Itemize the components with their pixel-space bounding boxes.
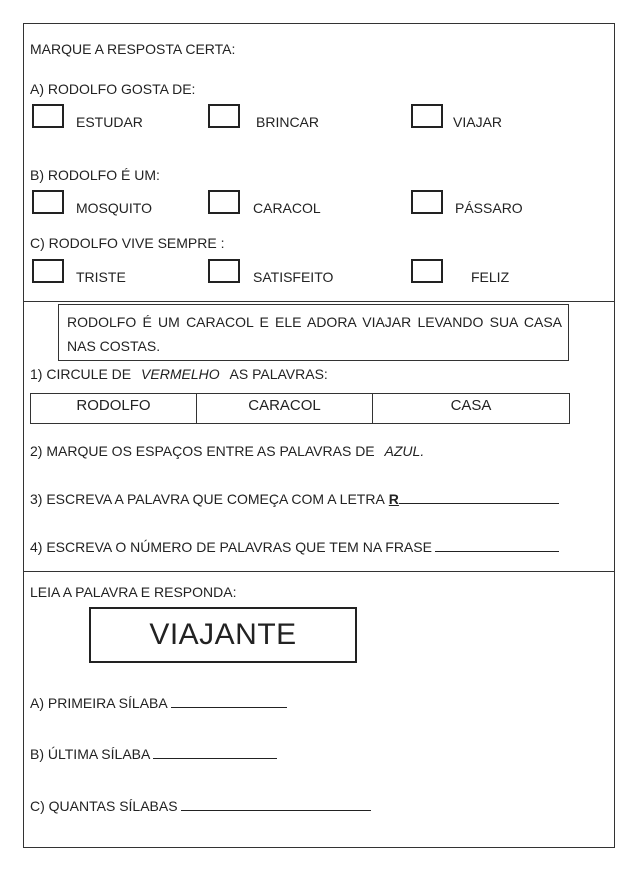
checkbox-estudar[interactable]: [32, 104, 64, 128]
word-cell-caracol[interactable]: CARACOL: [197, 394, 373, 423]
option-brincar: BRINCAR: [256, 114, 320, 130]
answer-line-syllable-count[interactable]: [181, 797, 371, 811]
word-cell-rodolfo[interactable]: RODOLFO: [31, 394, 197, 423]
question-a-prompt: A) RODOLFO GOSTA DE:: [30, 81, 196, 97]
option-satisfeito: SATISFEITO: [253, 269, 334, 285]
checkbox-satisfeito[interactable]: [208, 259, 240, 283]
option-caracol: CARACOL: [253, 200, 321, 216]
checkbox-brincar[interactable]: [208, 104, 240, 128]
question-syllable-count: [30, 797, 371, 814]
word-table: [30, 393, 570, 424]
instruction-2: [30, 443, 424, 459]
question-last-syllable-label: B) ÚLTIMA SÍLABA: [30, 746, 151, 762]
question-first-syllable: [30, 694, 287, 711]
question-b-prompt: B) RODOLFO É UM:: [30, 167, 160, 183]
instruction-2-start: 2) MARQUE OS ESPAÇOS ENTRE AS PALAVRAS DE: [30, 443, 375, 459]
word-box: [89, 607, 357, 663]
section3-heading: LEIA A PALAVRA E RESPONDA:: [30, 584, 237, 600]
option-passaro: PÁSSARO: [455, 200, 523, 216]
word-cell-casa[interactable]: CASA: [450, 397, 492, 414]
checkbox-viajar[interactable]: [411, 104, 443, 128]
instruction-4: [30, 538, 559, 555]
option-feliz: FELIZ: [471, 269, 510, 285]
option-estudar: ESTUDAR: [76, 114, 143, 130]
checkbox-mosquito[interactable]: [32, 190, 64, 214]
section1-heading: MARQUE A RESPOSTA CERTA:: [30, 41, 236, 57]
instruction-1: [30, 366, 328, 382]
checkbox-passaro[interactable]: [411, 190, 443, 214]
checkbox-caracol[interactable]: [208, 190, 240, 214]
section-divider-1: [23, 301, 615, 302]
instruction-1-color: VERMELHO: [141, 366, 220, 382]
checkbox-feliz[interactable]: [411, 259, 443, 283]
instruction-1-end: AS PALAVRAS:: [229, 366, 328, 382]
instruction-2-end: .: [420, 443, 425, 459]
story-sentence-box: [58, 304, 569, 361]
question-c-prompt: C) RODOLFO VIVE SEMPRE :: [30, 235, 225, 251]
instruction-4-text: 4) ESCREVA O NÚMERO DE PALAVRAS QUE TEM NA FRASE: [30, 539, 432, 555]
worksheet-border: [23, 23, 615, 848]
instruction-3-letter: R: [388, 491, 399, 507]
answer-line-first-syllable[interactable]: [171, 694, 287, 708]
option-mosquito: MOSQUITO: [76, 200, 152, 216]
option-triste: TRISTE: [76, 269, 126, 285]
instruction-1-start: 1) CIRCULE DE: [30, 366, 132, 382]
question-first-syllable-label: A) PRIMEIRA SÍLABA: [30, 695, 168, 711]
instruction-3-text: 3) ESCREVA A PALAVRA QUE COMEÇA COM A LETRA: [30, 491, 385, 507]
instruction-3: [30, 490, 559, 507]
answer-line-last-syllable[interactable]: [153, 745, 277, 759]
question-syllable-count-label: C) QUANTAS SÍLABAS: [30, 798, 178, 814]
instruction-2-color: AZUL: [384, 443, 421, 459]
word-viajante: VIAJANTE: [149, 618, 297, 651]
option-viajar: VIAJAR: [453, 114, 503, 130]
section-divider-2: [23, 571, 615, 572]
story-sentence: RODOLFO É UM CARACOL E ELE ADORA VIAJAR LEVANDO SUA CASA NAS COSTAS.: [67, 314, 562, 354]
question-last-syllable: [30, 745, 277, 762]
checkbox-triste[interactable]: [32, 259, 64, 283]
answer-line-3[interactable]: [399, 490, 559, 504]
answer-line-4[interactable]: [435, 538, 559, 552]
